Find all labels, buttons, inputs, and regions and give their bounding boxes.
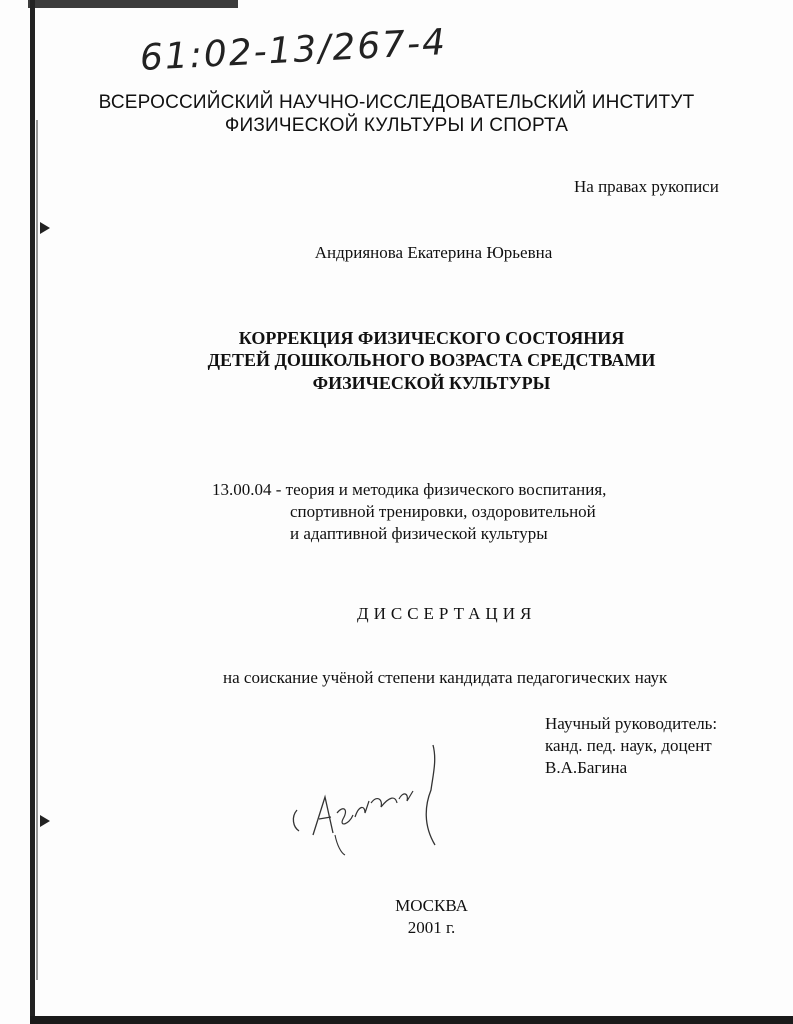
- title-line3: ФИЗИЧЕСКОЙ КУЛЬТУРЫ: [312, 373, 551, 393]
- title-line2: ДЕТЕЙ ДОШКОЛЬНОГО ВОЗРАСТА СРЕДСТВАМИ: [207, 350, 656, 370]
- specialty-line2: спортивной тренировки, оздоровительной: [290, 502, 596, 521]
- supervisor-credentials: канд. пед. наук, доцент: [545, 736, 712, 755]
- city: МОСКВА: [395, 896, 468, 915]
- handwritten-signature: [285, 735, 455, 865]
- specialty-line3: и адаптивной физической культуры: [290, 524, 548, 543]
- margin-arrow-icon: [40, 222, 50, 234]
- author-name: Андриянова Екатерина Юрьевна: [314, 243, 553, 262]
- year: 2001 г.: [407, 918, 456, 937]
- institute-name-line2: ФИЗИЧЕСКОЙ КУЛЬТУРЫ И СПОРТА: [224, 115, 569, 136]
- specialty-line1: 13.00.04 - теория и методика физического воспитания,: [212, 480, 607, 499]
- document-type: ДИССЕРТАЦИЯ: [357, 604, 537, 623]
- supervisor-name: В.А.Багина: [545, 758, 628, 777]
- degree-line: на соискание учёной степени кандидата педагогических наук: [223, 668, 668, 687]
- title-line1: КОРРЕКЦИЯ ФИЗИЧЕСКОГО СОСТОЯНИЯ: [238, 328, 625, 348]
- archive-stamp-number: 61:02-13/267-4: [138, 21, 448, 79]
- scan-edge-bottom: [30, 1016, 793, 1024]
- scan-edge-top: [28, 0, 238, 8]
- supervisor-label: Научный руководитель:: [545, 714, 718, 733]
- scan-edge-left: [30, 0, 35, 1024]
- institute-name-line1: ВСЕРОССИЙСКИЙ НАУЧНО-ИССЛЕДОВАТЕЛЬСКИЙ ИНСТИТУТ: [98, 92, 695, 113]
- manuscript-rights: На правах рукописи: [574, 177, 719, 196]
- margin-arrow-icon: [40, 815, 50, 827]
